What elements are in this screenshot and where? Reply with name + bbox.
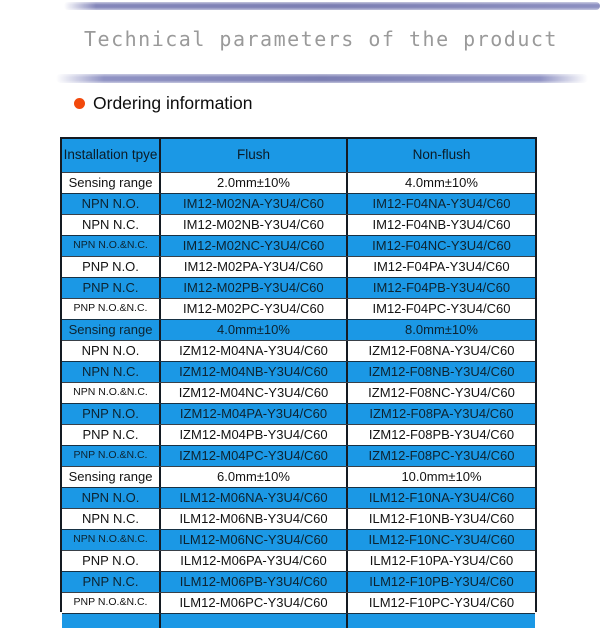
table-row: [62, 235, 535, 256]
part-number-cell: ILM12-F10NB-Y3U4/C60: [368, 510, 515, 526]
bullet-icon: [74, 98, 85, 109]
table-row: [62, 487, 535, 508]
table-row: [62, 592, 535, 613]
section-heading: [74, 93, 253, 114]
part-number-cell: IM12-M02PB-Y3U4/C60: [161, 278, 348, 298]
part-number-cell: IZM12-M04PA-Y3U4/C60: [161, 404, 348, 424]
table-row: [62, 550, 535, 571]
column-header-non-flush: Non-flush: [412, 147, 471, 163]
empty-cell: [62, 614, 161, 628]
row-label-cell: PNP N.C.: [62, 278, 161, 298]
part-number-cell: IZM12-F08PA-Y3U4/C60: [369, 405, 514, 421]
part-number-cell: IM12-F04PA-Y3U4/C60: [373, 258, 510, 274]
table-row: [62, 382, 535, 403]
part-number-cell: IZM12-F08NA-Y3U4/C60: [368, 342, 515, 358]
table-row: [62, 445, 535, 466]
row-label-cell: PNP N.O.: [62, 257, 161, 277]
section-title: Ordering information: [93, 93, 253, 113]
part-number-cell: IM12-M02NC-Y3U4/C60: [161, 236, 348, 256]
part-number-cell: IZM12-F08NC-Y3U4/C60: [368, 384, 515, 400]
row-label-cell: PNP N.C.: [62, 572, 161, 592]
part-number-cell: IZM12-M04NA-Y3U4/C60: [161, 341, 348, 361]
table-row: [62, 571, 535, 592]
table-row: [62, 529, 535, 550]
row-label-cell: PNP N.O.: [62, 551, 161, 571]
page-title: Technical parameters of the product: [84, 27, 558, 51]
row-label-cell: Sensing range: [62, 173, 161, 193]
table-row: [62, 340, 535, 361]
table-row: [62, 193, 535, 214]
table-row: [62, 214, 535, 235]
part-number-cell: IZM12-F08PC-Y3U4/C60: [368, 447, 515, 463]
part-number-cell: IZM12-M04NC-Y3U4/C60: [161, 383, 348, 403]
table-row: [62, 298, 535, 319]
column-header-flush: Flush: [161, 139, 348, 172]
row-label-cell: PNP N.O.&N.C.: [62, 593, 161, 613]
part-number-cell: ILM12-F10NC-Y3U4/C60: [368, 531, 515, 547]
table-row: [62, 424, 535, 445]
table-row: [62, 172, 535, 193]
part-number-cell: ILM12-F10NA-Y3U4/C60: [368, 489, 515, 505]
row-label-cell: NPN N.O.&N.C.: [62, 236, 161, 256]
row-label-cell: NPN N.C.: [62, 362, 161, 382]
row-label-cell: Sensing range: [62, 467, 161, 487]
part-number-cell: IM12-F04NC-Y3U4/C60: [372, 237, 511, 253]
row-label-cell: NPN N.C.: [62, 509, 161, 529]
part-number-cell: 2.0mm±10%: [161, 173, 348, 193]
part-number-cell: ILM12-M06NA-Y3U4/C60: [161, 488, 348, 508]
empty-cell: [161, 614, 348, 628]
row-label-cell: PNP N.C.: [62, 425, 161, 445]
row-label-cell: NPN N.C.: [62, 215, 161, 235]
row-label-cell: NPN N.O.&N.C.: [62, 530, 161, 550]
part-number-cell: 4.0mm±10%: [161, 320, 348, 340]
part-number-cell: ILM12-F10PA-Y3U4/C60: [369, 552, 514, 568]
part-number-cell: IM12-F04PB-Y3U4/C60: [372, 279, 511, 295]
part-number-cell: ILM12-F10PC-Y3U4/C60: [368, 594, 515, 610]
part-number-cell: IZM12-F08PB-Y3U4/C60: [368, 426, 515, 442]
row-label-cell: PNP N.O.&N.C.: [62, 446, 161, 466]
part-number-cell: IZM12-F08NB-Y3U4/C60: [368, 363, 515, 379]
part-number-cell: IM12-M02NA-Y3U4/C60: [161, 194, 348, 214]
table-row: [62, 466, 535, 487]
part-number-cell: IM12-M02NB-Y3U4/C60: [161, 215, 348, 235]
part-number-cell: 10.0mm±10%: [401, 468, 482, 484]
part-number-cell: 4.0mm±10%: [405, 174, 478, 190]
part-number-cell: IZM12-M04PB-Y3U4/C60: [161, 425, 348, 445]
row-label-cell: NPN N.O.: [62, 488, 161, 508]
part-number-cell: IZM12-M04PC-Y3U4/C60: [161, 446, 348, 466]
table-row: [62, 256, 535, 277]
part-number-cell: IM12-M02PC-Y3U4/C60: [161, 299, 348, 319]
ordering-information-table: [60, 137, 537, 612]
row-label-cell: PNP N.O.: [62, 404, 161, 424]
part-number-cell: ILM12-M06PC-Y3U4/C60: [161, 593, 348, 613]
part-number-cell: ILM12-M06PA-Y3U4/C60: [161, 551, 348, 571]
table-row: [62, 508, 535, 529]
part-number-cell: IM12-F04NB-Y3U4/C60: [372, 216, 511, 232]
empty-cell: [348, 614, 535, 628]
table-row: [62, 277, 535, 298]
part-number-cell: ILM12-M06PB-Y3U4/C60: [161, 572, 348, 592]
row-label-cell: NPN N.O.: [62, 341, 161, 361]
part-number-cell: 6.0mm±10%: [161, 467, 348, 487]
part-number-cell: ILM12-M06NB-Y3U4/C60: [161, 509, 348, 529]
table-row: [62, 361, 535, 382]
part-number-cell: IM12-F04NA-Y3U4/C60: [372, 195, 511, 211]
part-number-cell: IM12-F04PC-Y3U4/C60: [372, 300, 511, 316]
row-label-cell: NPN N.O.: [62, 194, 161, 214]
row-label-cell: NPN N.O.&N.C.: [62, 383, 161, 403]
column-header-installation-type: Installation tpye: [62, 139, 161, 172]
part-number-cell: 8.0mm±10%: [405, 321, 478, 337]
decorative-bar-middle: [56, 74, 588, 83]
table-row: [62, 403, 535, 424]
table-row-partial: [62, 613, 535, 628]
table-header-row: [62, 139, 535, 172]
decorative-bar-top: [64, 2, 600, 10]
part-number-cell: ILM12-M06NC-Y3U4/C60: [161, 530, 348, 550]
row-label-cell: Sensing range: [62, 320, 161, 340]
part-number-cell: ILM12-F10PB-Y3U4/C60: [369, 573, 514, 589]
table-row: [62, 319, 535, 340]
part-number-cell: IZM12-M04NB-Y3U4/C60: [161, 362, 348, 382]
part-number-cell: IM12-M02PA-Y3U4/C60: [161, 257, 348, 277]
row-label-cell: PNP N.O.&N.C.: [62, 299, 161, 319]
